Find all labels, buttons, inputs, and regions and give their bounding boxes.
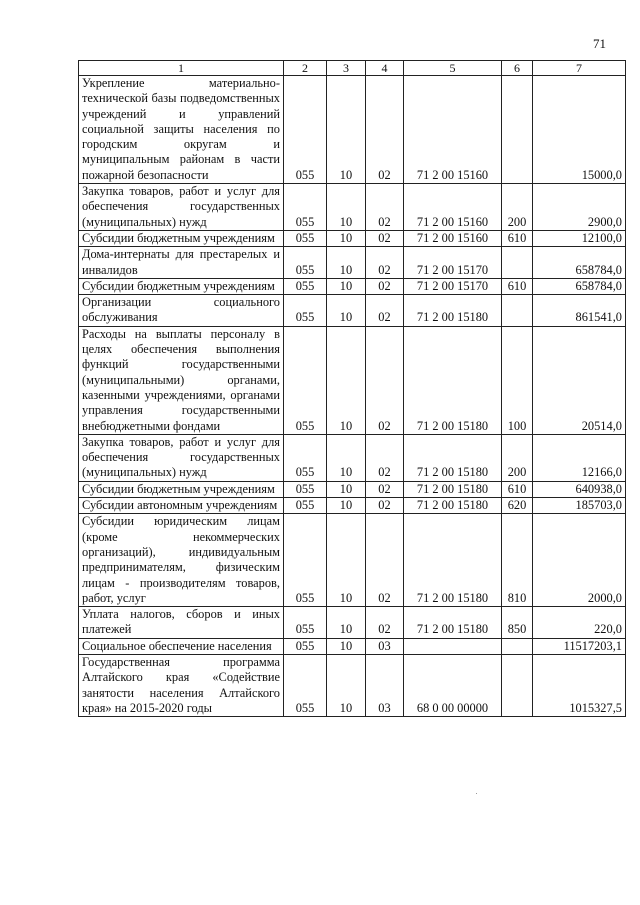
cell-ministry-code: 055: [284, 230, 327, 246]
column-header: 6: [502, 61, 533, 76]
cell-ministry-code: 055: [284, 278, 327, 294]
cell-target-article: 71 2 00 15180: [404, 607, 502, 639]
row-name: Закупка товаров, работ и услуг для обеспечения государственных (муниципальных) нужд: [79, 184, 284, 231]
cell-ministry-code: 055: [284, 654, 327, 716]
cell-ministry-code: 055: [284, 498, 327, 514]
table-row: [79, 76, 626, 184]
cell-expense-type: 610: [502, 481, 533, 497]
cell-expense-type: [502, 247, 533, 279]
cell-ministry-code: 055: [284, 76, 327, 184]
cell-amount: 658784,0: [533, 278, 626, 294]
cell-subsection: 02: [366, 326, 404, 434]
cell-subsection: 02: [366, 498, 404, 514]
table-row: [79, 230, 626, 246]
cell-target-article: 71 2 00 15180: [404, 434, 502, 481]
cell-subsection: 02: [366, 295, 404, 327]
table-row: [79, 278, 626, 294]
cell-expense-type: 610: [502, 230, 533, 246]
cell-amount: 2900,0: [533, 184, 626, 231]
table-row: [79, 638, 626, 654]
cell-target-article: 71 2 00 15160: [404, 184, 502, 231]
column-header: 1: [79, 61, 284, 76]
cell-expense-type: [502, 295, 533, 327]
cell-expense-type: 100: [502, 326, 533, 434]
column-header: 5: [404, 61, 502, 76]
cell-ministry-code: 055: [284, 326, 327, 434]
cell-expense-type: 810: [502, 514, 533, 607]
table-row: [79, 247, 626, 279]
cell-target-article: 71 2 00 15180: [404, 326, 502, 434]
cell-section: 10: [327, 76, 366, 184]
cell-section: 10: [327, 295, 366, 327]
cell-subsection: 02: [366, 278, 404, 294]
table-row: [79, 514, 626, 607]
cell-target-article: 71 2 00 15160: [404, 230, 502, 246]
cell-ministry-code: 055: [284, 638, 327, 654]
scan-speck: [476, 793, 477, 794]
column-header: 7: [533, 61, 626, 76]
cell-amount: 12166,0: [533, 434, 626, 481]
row-name: Социальное обеспечение населения: [79, 638, 284, 654]
table-row: [79, 481, 626, 497]
cell-amount: 220,0: [533, 607, 626, 639]
cell-expense-type: [502, 638, 533, 654]
cell-section: 10: [327, 434, 366, 481]
table-row: [79, 434, 626, 481]
table-row: [79, 498, 626, 514]
cell-subsection: 02: [366, 247, 404, 279]
cell-section: 10: [327, 654, 366, 716]
cell-amount: 185703,0: [533, 498, 626, 514]
cell-target-article: 71 2 00 15160: [404, 76, 502, 184]
row-name: Укрепление материально-технической базы подведомственных учреждений и управлений социальной защиты населения по городским округам и муниципальным районам в части пожарной безопасности: [79, 76, 284, 184]
row-name: Государственная программа Алтайского края «Содействие занятости населения Алтайского края» на 2015-2020 годы: [79, 654, 284, 716]
column-header: 3: [327, 61, 366, 76]
row-name: Расходы на выплаты персоналу в целях обеспечения выполнения функций государственными (муниципальными) органами, казенными учреждениями, органами управления государственными внебюджетными фондами: [79, 326, 284, 434]
row-name: Уплата налогов, сборов и иных платежей: [79, 607, 284, 639]
cell-section: 10: [327, 638, 366, 654]
cell-section: 10: [327, 230, 366, 246]
cell-amount: 12100,0: [533, 230, 626, 246]
cell-expense-type: 610: [502, 278, 533, 294]
table-body: [79, 76, 626, 717]
row-name: Дома-интернаты для престарелых и инвалидов: [79, 247, 284, 279]
cell-target-article: 71 2 00 15170: [404, 278, 502, 294]
cell-section: 10: [327, 184, 366, 231]
column-header: 2: [284, 61, 327, 76]
table-row: [79, 295, 626, 327]
cell-expense-type: 200: [502, 434, 533, 481]
cell-amount: 15000,0: [533, 76, 626, 184]
cell-section: 10: [327, 514, 366, 607]
cell-ministry-code: 055: [284, 481, 327, 497]
cell-subsection: 02: [366, 481, 404, 497]
table-header-row: [79, 61, 626, 76]
cell-target-article: 71 2 00 15180: [404, 498, 502, 514]
table-row: [79, 654, 626, 716]
cell-section: 10: [327, 481, 366, 497]
cell-target-article: 68 0 00 00000: [404, 654, 502, 716]
cell-target-article: 71 2 00 15180: [404, 295, 502, 327]
cell-target-article: 71 2 00 15180: [404, 514, 502, 607]
cell-target-article: [404, 638, 502, 654]
cell-subsection: 02: [366, 184, 404, 231]
cell-expense-type: 850: [502, 607, 533, 639]
table-row: [79, 607, 626, 639]
table-row: [79, 326, 626, 434]
cell-target-article: 71 2 00 15180: [404, 481, 502, 497]
row-name: Субсидии бюджетным учреждениям: [79, 278, 284, 294]
cell-section: 10: [327, 247, 366, 279]
cell-subsection: 02: [366, 607, 404, 639]
cell-ministry-code: 055: [284, 514, 327, 607]
cell-amount: 861541,0: [533, 295, 626, 327]
cell-section: 10: [327, 278, 366, 294]
row-name: Субсидии бюджетным учреждениям: [79, 481, 284, 497]
cell-amount: 658784,0: [533, 247, 626, 279]
cell-ministry-code: 055: [284, 607, 327, 639]
cell-ministry-code: 055: [284, 434, 327, 481]
page-number: 71: [593, 36, 606, 51]
cell-amount: 2000,0: [533, 514, 626, 607]
cell-ministry-code: 055: [284, 247, 327, 279]
cell-subsection: 02: [366, 230, 404, 246]
cell-ministry-code: 055: [284, 184, 327, 231]
table-row: [79, 184, 626, 231]
row-name: Субсидии бюджетным учреждениям: [79, 230, 284, 246]
cell-expense-type: [502, 654, 533, 716]
row-name: Субсидии автономным учреждениям: [79, 498, 284, 514]
cell-expense-type: [502, 76, 533, 184]
cell-subsection: 03: [366, 638, 404, 654]
cell-section: 10: [327, 498, 366, 514]
row-name: Организации социального обслуживания: [79, 295, 284, 327]
cell-subsection: 02: [366, 76, 404, 184]
cell-expense-type: 620: [502, 498, 533, 514]
cell-amount: 11517203,1: [533, 638, 626, 654]
budget-table: [78, 60, 626, 717]
row-name: Закупка товаров, работ и услуг для обеспечения государственных (муниципальных) нужд: [79, 434, 284, 481]
cell-subsection: 02: [366, 434, 404, 481]
column-header: 4: [366, 61, 404, 76]
cell-subsection: 02: [366, 514, 404, 607]
cell-ministry-code: 055: [284, 295, 327, 327]
cell-target-article: 71 2 00 15170: [404, 247, 502, 279]
cell-section: 10: [327, 326, 366, 434]
cell-expense-type: 200: [502, 184, 533, 231]
row-name: Субсидии юридическим лицам (кроме некоммерческих организаций), индивидуальным предпринимателям, физическим лицам - производителям товаров, работ, услуг: [79, 514, 284, 607]
cell-amount: 640938,0: [533, 481, 626, 497]
cell-amount: 20514,0: [533, 326, 626, 434]
cell-section: 10: [327, 607, 366, 639]
cell-subsection: 03: [366, 654, 404, 716]
cell-amount: 1015327,5: [533, 654, 626, 716]
